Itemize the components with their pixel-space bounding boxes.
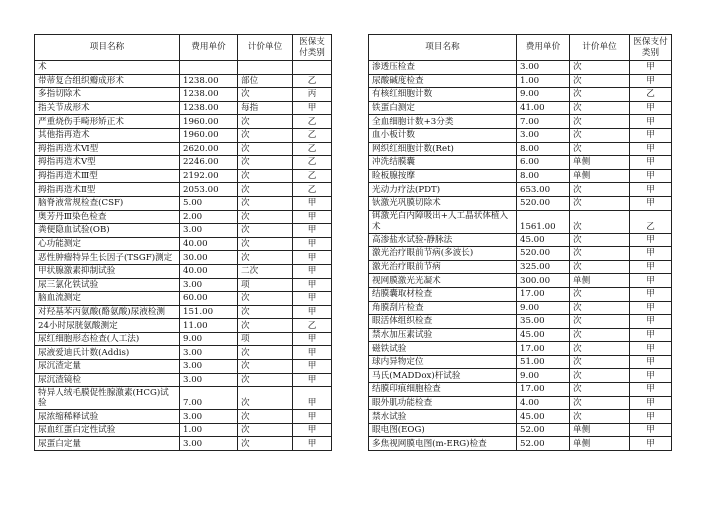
pricing-unit-cell: 单侧	[570, 437, 630, 451]
price-table-left-body	[35, 61, 332, 451]
table-row	[369, 115, 672, 129]
insurance-category-cell: 乙	[630, 210, 672, 233]
insurance-category-cell: 甲	[630, 156, 672, 170]
item-name-cell: 全血细胞计数+3分类	[369, 115, 517, 129]
unit-price-cell: 3.00	[517, 61, 570, 75]
pricing-unit-cell: 次	[238, 373, 293, 387]
insurance-category-cell: 甲	[293, 224, 332, 238]
unit-price-cell: 2.00	[180, 210, 238, 224]
pricing-unit-cell: 次	[570, 115, 630, 129]
item-name-cell: 视网膜激光光凝术	[369, 274, 517, 288]
unit-price-cell: 3.00	[517, 128, 570, 142]
insurance-category-cell: 甲	[630, 183, 672, 197]
unit-price-cell: 9.00	[517, 301, 570, 315]
unit-price-cell: 3.00	[180, 346, 238, 360]
item-name-cell: 结膜印痕细胞检查	[369, 383, 517, 397]
unit-price-cell: 1.00	[517, 74, 570, 88]
pricing-unit-cell: 次	[570, 328, 630, 342]
pricing-unit-cell: 次	[238, 237, 293, 251]
table-row	[35, 224, 332, 238]
table-row	[369, 142, 672, 156]
pricing-unit-cell: 次	[238, 251, 293, 265]
table-row	[369, 183, 672, 197]
item-name-cell: 角膜刮片检查	[369, 301, 517, 315]
item-name-cell: 有核红细胞计数	[369, 88, 517, 102]
table-row	[369, 169, 672, 183]
item-name-cell: 冲洗结膜囊	[369, 156, 517, 170]
unit-price-cell: 30.00	[180, 251, 238, 265]
insurance-category-cell: 甲	[630, 101, 672, 115]
pricing-unit-cell: 次	[238, 156, 293, 170]
unit-price-cell: 2620.00	[180, 142, 238, 156]
table-row	[369, 410, 672, 424]
pricing-unit-cell: 次	[238, 196, 293, 210]
item-name-cell: 激光治疗眼前节病(多波长)	[369, 247, 517, 261]
insurance-category-cell: 甲	[293, 410, 332, 424]
insurance-category-cell: 甲	[630, 301, 672, 315]
unit-price-cell: 3.00	[180, 410, 238, 424]
item-name-cell: 脑脊液常规检查(CSF)	[35, 196, 180, 210]
item-name-cell: 睑板腺按摩	[369, 169, 517, 183]
unit-price-cell: 9.00	[517, 369, 570, 383]
item-name-cell: 尿酸碱度检查	[369, 74, 517, 88]
table-row	[369, 156, 672, 170]
pricing-unit-cell: 次	[570, 301, 630, 315]
insurance-category-cell: 甲	[630, 328, 672, 342]
table-row	[35, 115, 332, 129]
unit-price-cell: 3.00	[180, 437, 238, 451]
pricing-unit-cell: 次	[570, 342, 630, 356]
pricing-unit-cell: 次	[570, 233, 630, 247]
table-row	[369, 74, 672, 88]
insurance-category-cell: 甲	[630, 315, 672, 329]
unit-price-cell: 41.00	[517, 101, 570, 115]
item-name-cell: 尿浓缩稀释试验	[35, 410, 180, 424]
insurance-category-cell: 甲	[293, 423, 332, 437]
item-name-cell: 眼外肌功能检查	[369, 396, 517, 410]
insurance-category-cell: 甲	[630, 423, 672, 437]
table-row	[369, 210, 672, 233]
table-row	[369, 274, 672, 288]
table-row	[35, 292, 332, 306]
table-row	[369, 128, 672, 142]
pricing-unit-cell: 次	[570, 210, 630, 233]
table-row	[35, 305, 332, 319]
table-row	[35, 360, 332, 374]
insurance-category-cell: 甲	[630, 396, 672, 410]
insurance-category-cell: 乙	[293, 183, 332, 197]
pricing-unit-cell: 次	[570, 128, 630, 142]
unit-price-cell: 52.00	[517, 437, 570, 451]
table-row	[35, 101, 332, 115]
unit-price-cell: 3.00	[180, 373, 238, 387]
item-name-cell: 尿血红蛋白定性试验	[35, 423, 180, 437]
unit-price-cell: 3.00	[180, 360, 238, 374]
header-unit-price: 费用单价	[180, 35, 238, 61]
price-table-left	[34, 34, 332, 451]
unit-price-cell: 6.00	[517, 156, 570, 170]
item-name-cell: 禁水试验	[369, 410, 517, 424]
unit-price-cell: 3.00	[180, 278, 238, 292]
price-table-right	[368, 34, 672, 451]
unit-price-cell: 1.00	[180, 423, 238, 437]
pricing-unit-cell: 次	[238, 346, 293, 360]
insurance-category-cell: 甲	[293, 387, 332, 410]
unit-price-cell: 9.00	[180, 332, 238, 346]
table-row	[35, 319, 332, 333]
insurance-category-cell: 甲	[293, 360, 332, 374]
pricing-unit-cell: 次	[570, 410, 630, 424]
table-row	[369, 315, 672, 329]
item-name-cell: 渗透压检查	[369, 61, 517, 75]
pricing-unit-cell: 单侧	[570, 169, 630, 183]
unit-price-cell: 5.00	[180, 196, 238, 210]
item-name-cell: 带蒂复合组织瓣成形术	[35, 74, 180, 88]
insurance-category-cell: 甲	[293, 210, 332, 224]
table-row	[35, 183, 332, 197]
pricing-unit-cell: 次	[570, 355, 630, 369]
table-row	[369, 287, 672, 301]
unit-price-cell: 4.00	[517, 396, 570, 410]
item-name-cell: 对羟基苯丙氨酸(酪氨酸)尿液检测	[35, 305, 180, 319]
table-row	[369, 328, 672, 342]
item-name-cell: 高渗盐水试验-静脉法	[369, 233, 517, 247]
insurance-category-cell: 乙	[293, 128, 332, 142]
insurance-category-cell: 乙	[293, 142, 332, 156]
pricing-unit-cell: 次	[570, 383, 630, 397]
unit-price-cell: 1238.00	[180, 88, 238, 102]
table-row	[35, 278, 332, 292]
pricing-unit-cell: 单侧	[570, 156, 630, 170]
table-row	[35, 346, 332, 360]
table-row	[35, 264, 332, 278]
table-row	[35, 332, 332, 346]
header-pricing-unit: 计价单位	[570, 35, 630, 61]
table-row	[369, 247, 672, 261]
insurance-category-cell: 甲	[293, 332, 332, 346]
table-row	[369, 423, 672, 437]
pricing-unit-cell: 次	[238, 210, 293, 224]
header-insurance-category: 医保支付类别	[293, 35, 332, 61]
item-name-cell: 球内异物定位	[369, 355, 517, 369]
item-name-cell: 尿蛋白定量	[35, 437, 180, 451]
pricing-unit-cell: 次	[238, 360, 293, 374]
insurance-category-cell: 甲	[630, 115, 672, 129]
item-name-cell: 网织红细胞计数(Ret)	[369, 142, 517, 156]
item-name-cell: 结膜囊取材检查	[369, 287, 517, 301]
item-name-cell: 尿三氯化铁试验	[35, 278, 180, 292]
insurance-category-cell: 乙	[293, 74, 332, 88]
pricing-unit-cell: 次	[570, 183, 630, 197]
item-name-cell: 铒激光白内障吸出+人工晶状体植入术	[369, 210, 517, 233]
pricing-unit-cell: 次	[570, 396, 630, 410]
item-name-cell: 眼活体组织检查	[369, 315, 517, 329]
table-row	[369, 88, 672, 102]
insurance-category-cell: 甲	[293, 305, 332, 319]
item-name-cell: 马氏(MADDox)杆试验	[369, 369, 517, 383]
pricing-unit-cell: 次	[570, 196, 630, 210]
item-name-cell: 多焦视网膜电图(m-ERG)检查	[369, 437, 517, 451]
item-name-cell: 特异人绒毛膜促性腺激素(HCG)试验	[35, 387, 180, 410]
pricing-unit-cell: 次	[238, 115, 293, 129]
table-row	[369, 396, 672, 410]
unit-price-cell: 45.00	[517, 410, 570, 424]
unit-price-cell: 300.00	[517, 274, 570, 288]
item-name-cell: 禁水加压素试验	[369, 328, 517, 342]
insurance-category-cell: 乙	[293, 115, 332, 129]
item-name-cell: 粪便隐血试验(OB)	[35, 224, 180, 238]
unit-price-cell: 520.00	[517, 247, 570, 261]
item-name-cell: 其他指再造术	[35, 128, 180, 142]
table-row	[35, 61, 332, 75]
insurance-category-cell: 甲	[293, 237, 332, 251]
pricing-unit-cell: 次	[570, 260, 630, 274]
item-name-cell: 甲状腺激素抑制试验	[35, 264, 180, 278]
item-name-cell: 尿沉渣镜检	[35, 373, 180, 387]
insurance-category-cell: 甲	[293, 251, 332, 265]
item-name-cell: 磁铁试验	[369, 342, 517, 356]
insurance-category-cell: 甲	[630, 437, 672, 451]
unit-price-cell: 1561.00	[517, 210, 570, 233]
unit-price-cell: 325.00	[517, 260, 570, 274]
item-name-cell: 奥芳丹Ⅲ染色检查	[35, 210, 180, 224]
insurance-category-cell: 甲	[293, 278, 332, 292]
pricing-unit-cell: 次	[570, 101, 630, 115]
insurance-category-cell: 甲	[630, 369, 672, 383]
unit-price-cell: 8.00	[517, 142, 570, 156]
insurance-category-cell: 甲	[630, 410, 672, 424]
unit-price-cell	[180, 61, 238, 75]
item-name-cell: 拇指再造术Ⅴ型	[35, 156, 180, 170]
unit-price-cell: 7.00	[180, 387, 238, 410]
unit-price-cell: 653.00	[517, 183, 570, 197]
table-row	[369, 101, 672, 115]
table-row	[35, 74, 332, 88]
pricing-unit-cell: 次	[570, 287, 630, 301]
unit-price-cell: 52.00	[517, 423, 570, 437]
unit-price-cell: 3.00	[180, 224, 238, 238]
table-row	[35, 387, 332, 410]
unit-price-cell: 2053.00	[180, 183, 238, 197]
pricing-unit-cell: 单侧	[570, 423, 630, 437]
unit-price-cell: 520.00	[517, 196, 570, 210]
price-table-right-body	[369, 61, 672, 451]
table-row	[35, 437, 332, 451]
item-name-cell: 拇指再造术Ⅱ型	[35, 183, 180, 197]
unit-price-cell: 40.00	[180, 264, 238, 278]
item-name-cell: 脑血流测定	[35, 292, 180, 306]
insurance-category-cell: 甲	[293, 196, 332, 210]
insurance-category-cell: 乙	[293, 156, 332, 170]
table-header-row	[35, 35, 332, 61]
table-row	[35, 196, 332, 210]
insurance-category-cell: 甲	[293, 437, 332, 451]
insurance-category-cell: 乙	[630, 88, 672, 102]
unit-price-cell: 11.00	[180, 319, 238, 333]
table-row	[35, 423, 332, 437]
item-name-cell: 尿红细胞形态检查(人工法)	[35, 332, 180, 346]
pricing-unit-cell: 次	[238, 437, 293, 451]
unit-price-cell: 17.00	[517, 287, 570, 301]
table-row	[35, 373, 332, 387]
pricing-unit-cell: 次	[238, 169, 293, 183]
table-row	[35, 156, 332, 170]
header-unit-price: 费用单价	[517, 35, 570, 61]
insurance-category-cell: 丙	[293, 88, 332, 102]
pricing-unit-cell: 单侧	[570, 274, 630, 288]
item-name-cell: 多指切除术	[35, 88, 180, 102]
unit-price-cell: 1238.00	[180, 101, 238, 115]
pricing-unit-cell: 次	[238, 128, 293, 142]
item-name-cell: 术	[35, 61, 180, 75]
insurance-category-cell: 甲	[630, 342, 672, 356]
unit-price-cell: 7.00	[517, 115, 570, 129]
insurance-category-cell: 甲	[293, 346, 332, 360]
item-name-cell: 拇指再造术Ⅲ型	[35, 169, 180, 183]
pricing-unit-cell: 次	[238, 319, 293, 333]
item-name-cell: 恶性肿瘤特异生长因子(TSGF)测定	[35, 251, 180, 265]
pricing-unit-cell: 次	[570, 74, 630, 88]
insurance-category-cell: 甲	[630, 128, 672, 142]
pricing-unit-cell: 次	[238, 224, 293, 238]
table-row	[369, 260, 672, 274]
pricing-unit-cell: 次	[238, 423, 293, 437]
item-name-cell: 指关节成形术	[35, 101, 180, 115]
header-insurance-category: 医保支付类别	[630, 35, 672, 61]
unit-price-cell: 9.00	[517, 88, 570, 102]
insurance-category-cell: 甲	[630, 233, 672, 247]
pricing-unit-cell: 项	[238, 278, 293, 292]
item-name-cell: 铁蛋白测定	[369, 101, 517, 115]
pricing-unit-cell: 次	[238, 305, 293, 319]
unit-price-cell: 45.00	[517, 328, 570, 342]
table-row	[35, 128, 332, 142]
unit-price-cell: 2192.00	[180, 169, 238, 183]
item-name-cell: 钬激光巩膜切除术	[369, 196, 517, 210]
item-name-cell: 光动力疗法(PDT)	[369, 183, 517, 197]
pricing-unit-cell: 次	[570, 88, 630, 102]
table-row	[35, 410, 332, 424]
insurance-category-cell: 乙	[293, 169, 332, 183]
unit-price-cell: 35.00	[517, 315, 570, 329]
pricing-unit-cell: 次	[238, 142, 293, 156]
unit-price-cell: 8.00	[517, 169, 570, 183]
pricing-unit-cell: 次	[238, 410, 293, 424]
insurance-category-cell: 甲	[630, 142, 672, 156]
table-row	[369, 383, 672, 397]
table-row	[369, 369, 672, 383]
insurance-category-cell: 甲	[630, 355, 672, 369]
item-name-cell: 24小时尿胱氨酸测定	[35, 319, 180, 333]
item-name-cell: 心功能测定	[35, 237, 180, 251]
insurance-category-cell: 甲	[630, 196, 672, 210]
pricing-unit-cell: 项	[238, 332, 293, 346]
insurance-category-cell: 甲	[630, 260, 672, 274]
insurance-category-cell: 甲	[630, 61, 672, 75]
table-row	[369, 196, 672, 210]
insurance-category-cell: 甲	[630, 287, 672, 301]
table-row	[35, 88, 332, 102]
pricing-unit-cell	[238, 61, 293, 75]
unit-price-cell: 51.00	[517, 355, 570, 369]
unit-price-cell: 1960.00	[180, 115, 238, 129]
unit-price-cell: 17.00	[517, 342, 570, 356]
table-row	[35, 237, 332, 251]
unit-price-cell: 1238.00	[180, 74, 238, 88]
pricing-unit-cell: 次	[570, 61, 630, 75]
insurance-category-cell: 甲	[293, 101, 332, 115]
pricing-unit-cell: 次	[570, 315, 630, 329]
insurance-category-cell: 甲	[293, 373, 332, 387]
table-row	[369, 61, 672, 75]
insurance-category-cell: 甲	[630, 383, 672, 397]
pricing-unit-cell: 每指	[238, 101, 293, 115]
header-item-name: 项目名称	[369, 35, 517, 61]
pricing-unit-cell: 次	[238, 292, 293, 306]
item-name-cell: 激光治疗眼前节病	[369, 260, 517, 274]
insurance-category-cell: 甲	[630, 169, 672, 183]
table-row	[35, 169, 332, 183]
insurance-category-cell: 甲	[630, 274, 672, 288]
table-row	[369, 233, 672, 247]
unit-price-cell: 60.00	[180, 292, 238, 306]
item-name-cell: 尿沉渣定量	[35, 360, 180, 374]
table-header-row	[369, 35, 672, 61]
table-row	[35, 251, 332, 265]
insurance-category-cell	[293, 61, 332, 75]
pricing-unit-cell: 次	[238, 387, 293, 410]
item-name-cell: 拇指再造术Ⅵ型	[35, 142, 180, 156]
item-name-cell: 尿液爱迪氏计数(Addis)	[35, 346, 180, 360]
table-row	[369, 342, 672, 356]
unit-price-cell: 17.00	[517, 383, 570, 397]
insurance-category-cell: 甲	[293, 292, 332, 306]
pricing-unit-cell: 次	[570, 142, 630, 156]
pricing-unit-cell: 二次	[238, 264, 293, 278]
header-pricing-unit: 计价单位	[238, 35, 293, 61]
unit-price-cell: 2246.00	[180, 156, 238, 170]
insurance-category-cell: 乙	[293, 319, 332, 333]
item-name-cell: 血小板计数	[369, 128, 517, 142]
table-row	[369, 355, 672, 369]
pricing-unit-cell: 次	[570, 369, 630, 383]
unit-price-cell: 151.00	[180, 305, 238, 319]
header-item-name: 项目名称	[35, 35, 180, 61]
unit-price-cell: 1960.00	[180, 128, 238, 142]
unit-price-cell: 40.00	[180, 237, 238, 251]
insurance-category-cell: 甲	[630, 74, 672, 88]
unit-price-cell: 45.00	[517, 233, 570, 247]
pricing-unit-cell: 次	[238, 183, 293, 197]
item-name-cell: 严重烧伤手畸形矫正术	[35, 115, 180, 129]
table-row	[369, 437, 672, 451]
table-row	[35, 142, 332, 156]
insurance-category-cell: 甲	[630, 247, 672, 261]
pricing-unit-cell: 部位	[238, 74, 293, 88]
pricing-unit-cell: 次	[570, 247, 630, 261]
table-row	[369, 301, 672, 315]
insurance-category-cell: 甲	[293, 264, 332, 278]
pricing-unit-cell: 次	[238, 88, 293, 102]
item-name-cell: 眼电图(EOG)	[369, 423, 517, 437]
table-row	[35, 210, 332, 224]
